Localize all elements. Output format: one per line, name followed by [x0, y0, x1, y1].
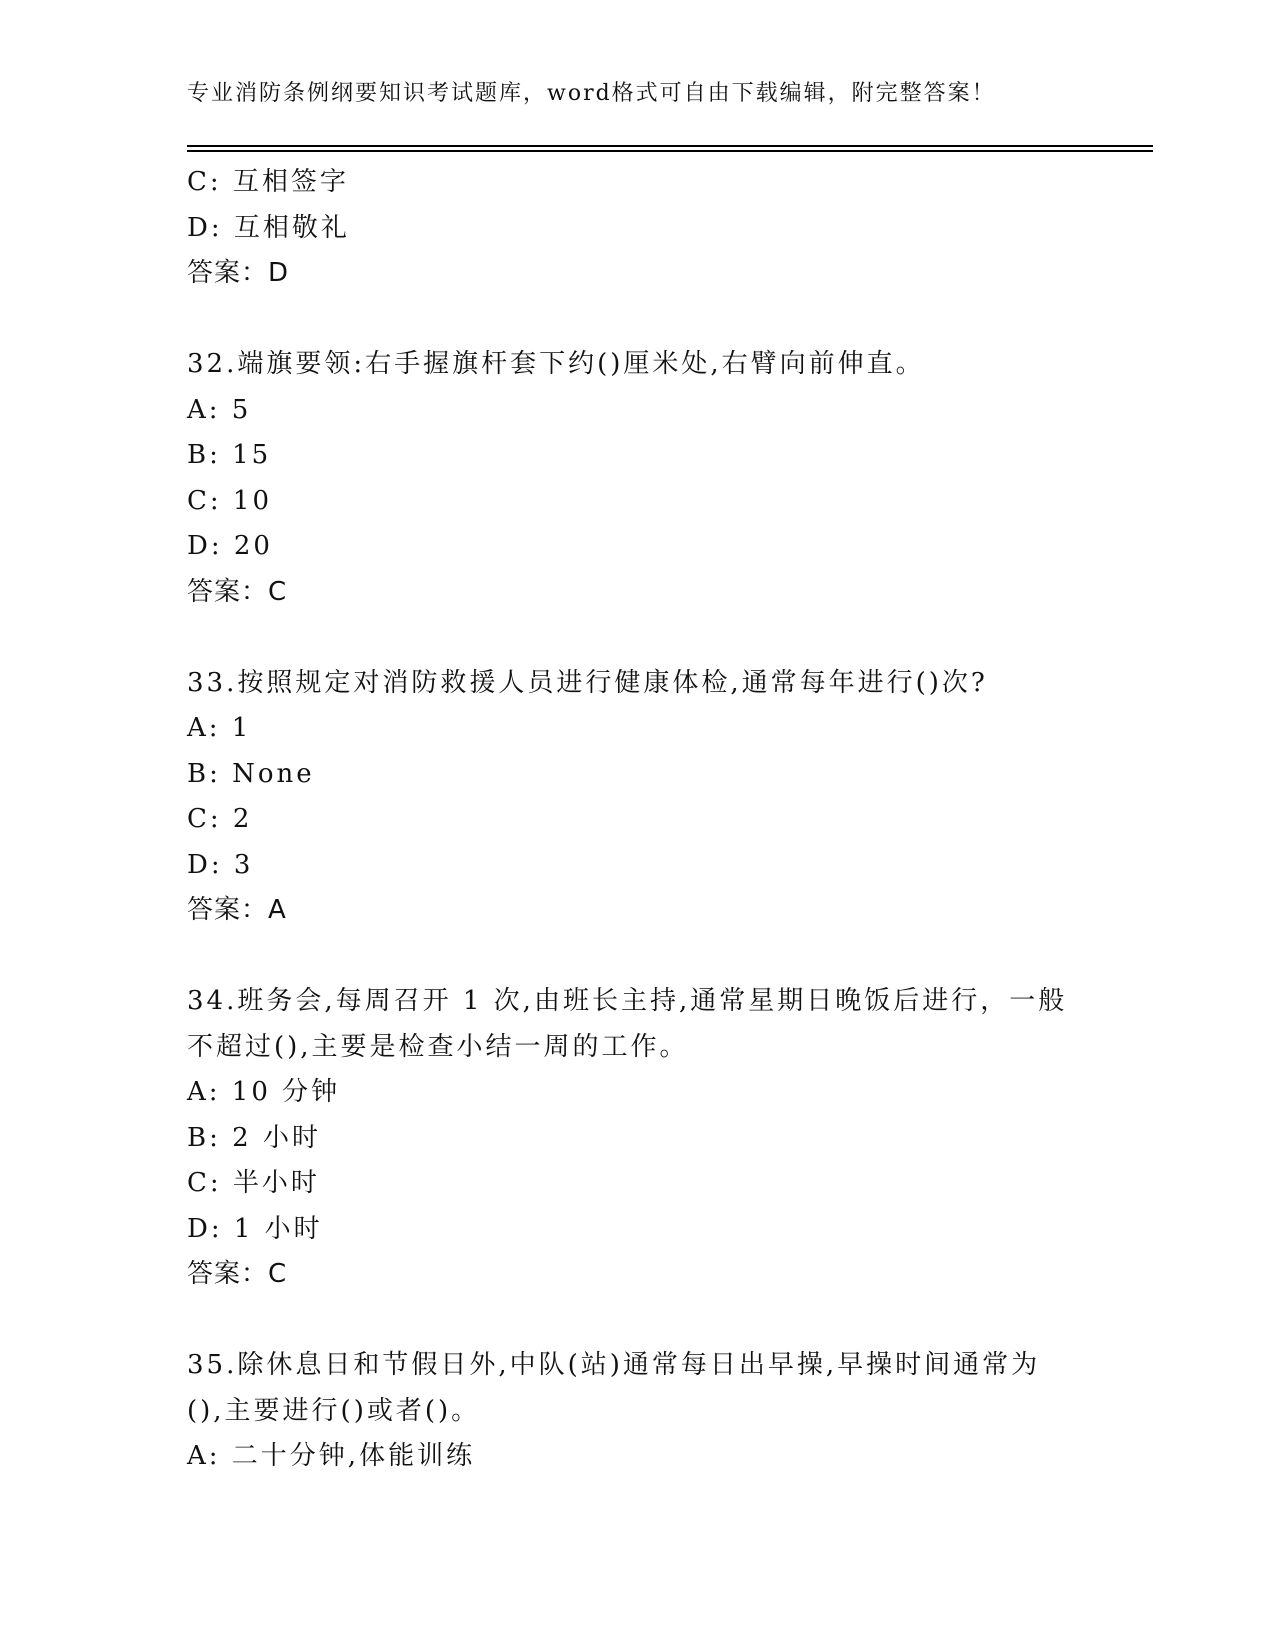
option-b: B: 2 小时 — [187, 1122, 321, 1153]
option-a: A: 1 — [187, 713, 252, 743]
option-b: B: 15 — [187, 440, 272, 470]
question-text: 33.按照规定对消防救援人员进行健康体检,通常每年进行()次? — [187, 667, 988, 698]
option-c: C: 2 — [187, 804, 253, 834]
header-rule-top — [187, 145, 1153, 147]
question-text: 34.班务会,每周召开 1 次,由班长主持,通常星期日晚饭后进行，一般 — [187, 986, 1068, 1016]
option-a: A: 10 分钟 — [187, 1077, 341, 1107]
question-text: 32.端旗要领:右手握旗杆套下约()厘米处,右臂向前伸直。 — [187, 349, 925, 379]
question-32 — [187, 342, 1087, 615]
answer: 答案：A — [187, 895, 287, 925]
header-rule-bottom — [187, 150, 1153, 152]
option-c: C: 10 — [187, 485, 273, 516]
answer: 答案：C — [187, 1259, 288, 1289]
option-c: C: 半小时 — [187, 1168, 320, 1198]
question-text-continued: 不超过(),主要是检查小结一周的工作。 — [187, 1031, 689, 1062]
option-d: D: 20 — [187, 531, 273, 561]
answer: 答案：C — [187, 576, 288, 607]
page-header: 专业消防条例纲要知识考试题库，word格式可自由下载编辑，附完整答案！ — [187, 81, 996, 106]
question-text-continued: (),主要进行()或者()。 — [187, 1395, 481, 1426]
question-34 — [187, 979, 1087, 1298]
spacer — [187, 297, 1087, 343]
question-35 — [187, 1343, 1087, 1480]
question-text: 35.除休息日和节假日外,中队(站)通常每日出早操,早操时间通常为 — [187, 1350, 1041, 1380]
option-b: B: None — [187, 758, 315, 789]
document-body — [187, 160, 1087, 1480]
spacer — [187, 615, 1087, 661]
question-33 — [187, 661, 1087, 934]
option-a: A: 5 — [187, 394, 252, 425]
spacer — [187, 1298, 1087, 1344]
option-a: A: 二十分钟,体能训练 — [187, 1441, 476, 1471]
answer: 答案：D — [187, 258, 290, 288]
question-31-continued — [187, 160, 1087, 297]
option-c: C: 互相签字 — [187, 167, 349, 197]
option-d: D: 1 小时 — [187, 1213, 323, 1244]
option-d: D: 3 — [187, 849, 254, 880]
spacer — [187, 934, 1087, 980]
option-d: D: 互相敬礼 — [187, 212, 350, 243]
